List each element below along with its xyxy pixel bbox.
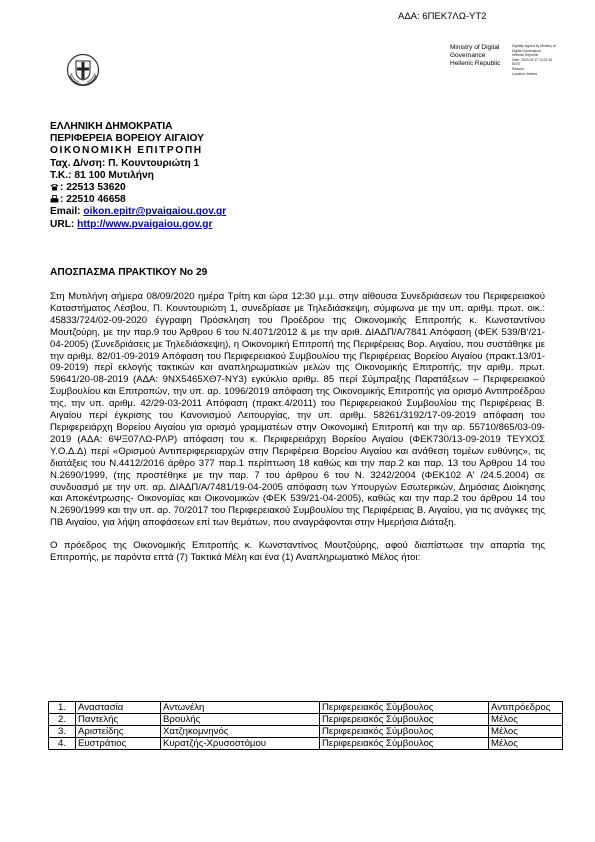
email-label: Email: [50,206,84,218]
header-url-row [50,219,226,231]
member-first-name: Αριστείδης [76,726,161,738]
signature-line: Ministry of Digital [450,44,500,51]
member-position: Περιφερειακός Σύμβουλος [320,726,489,738]
phone-number: : 22513 53620 [60,182,126,194]
header-republic: ΕΛΛΗΝΙΚΗ ΔΗΜΟΚΡΑΤΙΑ [50,121,173,132]
greek-emblem-icon [66,53,100,87]
paragraph-meeting: Στη Μυτιλήνη σήμερα 08/09/2020 ημέρα Τρίτη και ώρα 12:30 μ.μ. στην αίθουσα Συνεδριάσεων του Περιφερειακού Καταστήματος Λέσβου, Π. Κουντουριώτη 1, συνεδρίασε με Τηλεδιάσκεψη, σύμφωνα με την υπ. αριθμ. πρωτ. οικ.: 45833/724/02-09-2020 έγγραφη Πρόσκληση του Προέδρου της Οικονομικής Επιτροπής κ. Κωνσταντίνου Μουτζούρη, με την παρ.9 του Άρθρου 6 του Ν.4071/2012 & με την αριθ. ΔΙΑΔΠ/Α/7841 Απόφαση (ΦΕΚ 539/Β'/21-04-2005) (Συνεδριάσεις με Τηλεδιάσκεψη), η Οικονομική Επιτροπή της Περιφέρειας Βορ. Αιγαίου, που συστάθηκε με την αριθμ. 82/01-09-2019 Απόφαση του Περιφερειακού Συμβουλίου της Περιφέρειας Βορείου Αιγαίου (πρακτ.13/01-09-2019) περί εκλογής τακτικών και αναπληρωματικών μελών της Οικονομικής Επιτροπής, την αριθμ. πρωτ. 59641/20-08-2019 (ΑΔΑ: 9ΝΧ5465ΧΘ7-ΝΥ3) εγκύκλιο αριθμ. 85 περί Σύμπραξης Παρατάξεων – Περιφερειακού Συμβουλίου και Επιτροπών, την υπ. αρ. 1096/2019 απόφαση της Οικονομικής Επιτροπής για ορισμό Αντιπροέδρου της, την υπ. αριθμ. 42/29-03-2011 Απόφαση (πρακτ.4/2011) του Περιφερειακού Συμβουλίου της Περιφέρειας Β. Αιγαίου περί έγκρισης του Κανονισμού Λειτουργίας, την υπ. αριθμ. 58261/3192/17-09-2019 απόφαση του Περιφερειάρχη Βορείου Αιγαίου για ορισμό γραμματέων στην Οικονομική Επιτροπή και την αρ. 55710/865/03-09-2019 (ΑΔΑ: 6ΨΞ07ΛΩ-ΡΛΡ) απόφαση του κ. Περιφερειάρχη Βορείου Αιγαίου (ΦΕΚ730/13-09-2019 ΤΕΥΧΟΣ Υ.Ο.Δ.Δ) περί «Ορισμού Αντιπεριφερειαρχών στην Περιφέρεια Βορείου Αιγαίου και ανάθεση τομέων ευθύνης», τις διατάξεις του Ν.4412/2016 άρθρο 377 παρ.1 περίπτωση 18 καθώς και την παρ.2 και παρ. 13 του Άρθρου 14 του Ν.2690/1999, (της προστέθηκε με την παρ. 7 του άρθρου 6 του Ν. 3242/2004 (ΦΕΚ102 Α' /24.5.2004) σε συνδυασμό με την υπ. αρ. ΔΙΑΔΠ/Α/7481/19-04-2005 απόφαση των Υπουργών Εσωτερικών, Δημόσιας Διοίκησης και Αποκέντρωσης- Οικονομίας και Οικονομικών (ΦΕΚ 539/21-04-2005), καθώς και την παρ.2 του άρθρου 14 του Ν.2690/1999 και την υπ. αρ. 70/2017 του Περιφερειακού Συμβουλίου της Περιφέρειας Β. Αιγαίου, για τις ανάγκες της ΠΒ Αιγαίου, για λήψη αποφάσεων επί των θεμάτων, που αναγράφονται στην Ημερήσια Διάταξη. [50,291,545,529]
header-address: Ταχ. Δ/νση: Π. Κουντουριώτη 1 [50,157,200,169]
member-position: Περιφερειακός Σύμβουλος [320,738,489,750]
document-title: ΑΠΟΣΠΑΣΜΑ ΠΡΑΚΤΙΚΟΥ Νο 29 [50,267,208,278]
fax-number: : 22510 46658 [60,194,126,206]
members-table [48,701,563,750]
url-label: URL: [50,218,78,230]
digital-signature [450,44,560,76]
signature-detail: Location: Athens [512,71,538,76]
ada-code: ΑΔΑ: 6ΠΕΚ7ΛΩ-ΥΤ2 [398,11,487,22]
table-row [49,738,563,750]
member-last-name: Βρουλής [161,714,320,726]
signature-detail: EEST [512,62,521,67]
member-number: 4. [49,738,76,750]
table-row [49,702,563,714]
header-email-row [50,206,226,218]
member-first-name: Παντελής [76,714,161,726]
member-first-name: Αναστασία [76,702,161,714]
signature-detail: Hellenic Republic [512,53,539,58]
member-number: 2. [49,714,76,726]
table-row [49,714,563,726]
website-link[interactable]: http://www.pvaigaiou.gov.gr [77,218,213,230]
header-fax-row [50,194,226,206]
member-number: 1. [49,702,76,714]
member-last-name: Κυρατζής-Χρυσοστόμου [161,738,320,750]
member-last-name: Αντωνέλη [161,702,320,714]
signature-line: Hellenic Republic [450,60,501,68]
member-position: Περιφερειακός Σύμβουλος [320,714,489,726]
header-region: ΠΕΡΙΦΕΡΕΙΑ ΒΟΡΕΙΟΥ ΑΙΓΑΙΟΥ [50,133,204,145]
member-role: Μέλος [489,714,563,726]
telephone-icon [50,183,59,191]
header-postcode: Τ.Κ.: 81 100 Μυτιλήνη [50,169,154,181]
email-link[interactable]: oikon.epitr@pvaigaiou.gov.gr [83,206,227,218]
letterhead [50,121,226,231]
header-committee: ΟΙΚΟΝΟΜΙΚΗ ΕΠΙΤΡΟΠΗ [50,145,203,157]
signature-detail: Digitally signed by Ministry of [512,44,556,48]
member-number: 3. [49,726,76,738]
member-role: Μέλος [489,738,563,750]
signature-detail: Reason: [512,66,525,71]
document-body [50,291,545,564]
paragraph-quorum: Ο πρόεδρος της Οικονομικής Επιτροπής κ. Κωνσταντίνος Μουτζούρης, αφού διαπίστωσε την απαρτία της Επιτροπής, με παρόντα επτά (7) Τακτικά Μέλη και ένα (1) Αναπληρωματικό Μέλος ήτοι: [50,540,545,564]
member-first-name: Ευστράτιος [76,738,161,750]
member-last-name: Χατζηκομνηνός [161,726,320,738]
member-position: Περιφερειακός Σύμβουλος [320,702,489,714]
signature-detail: Date: 2020.09.17 13:22:16 [512,57,553,62]
table-row [49,726,563,738]
fax-icon [50,195,59,203]
member-role: Αντιπρόεδρος [489,702,563,714]
signature-detail: Digital Governance, [512,48,542,53]
signature-line: Governance [450,52,486,60]
member-role: Μέλος [489,726,563,738]
header-phone-row [50,182,226,194]
